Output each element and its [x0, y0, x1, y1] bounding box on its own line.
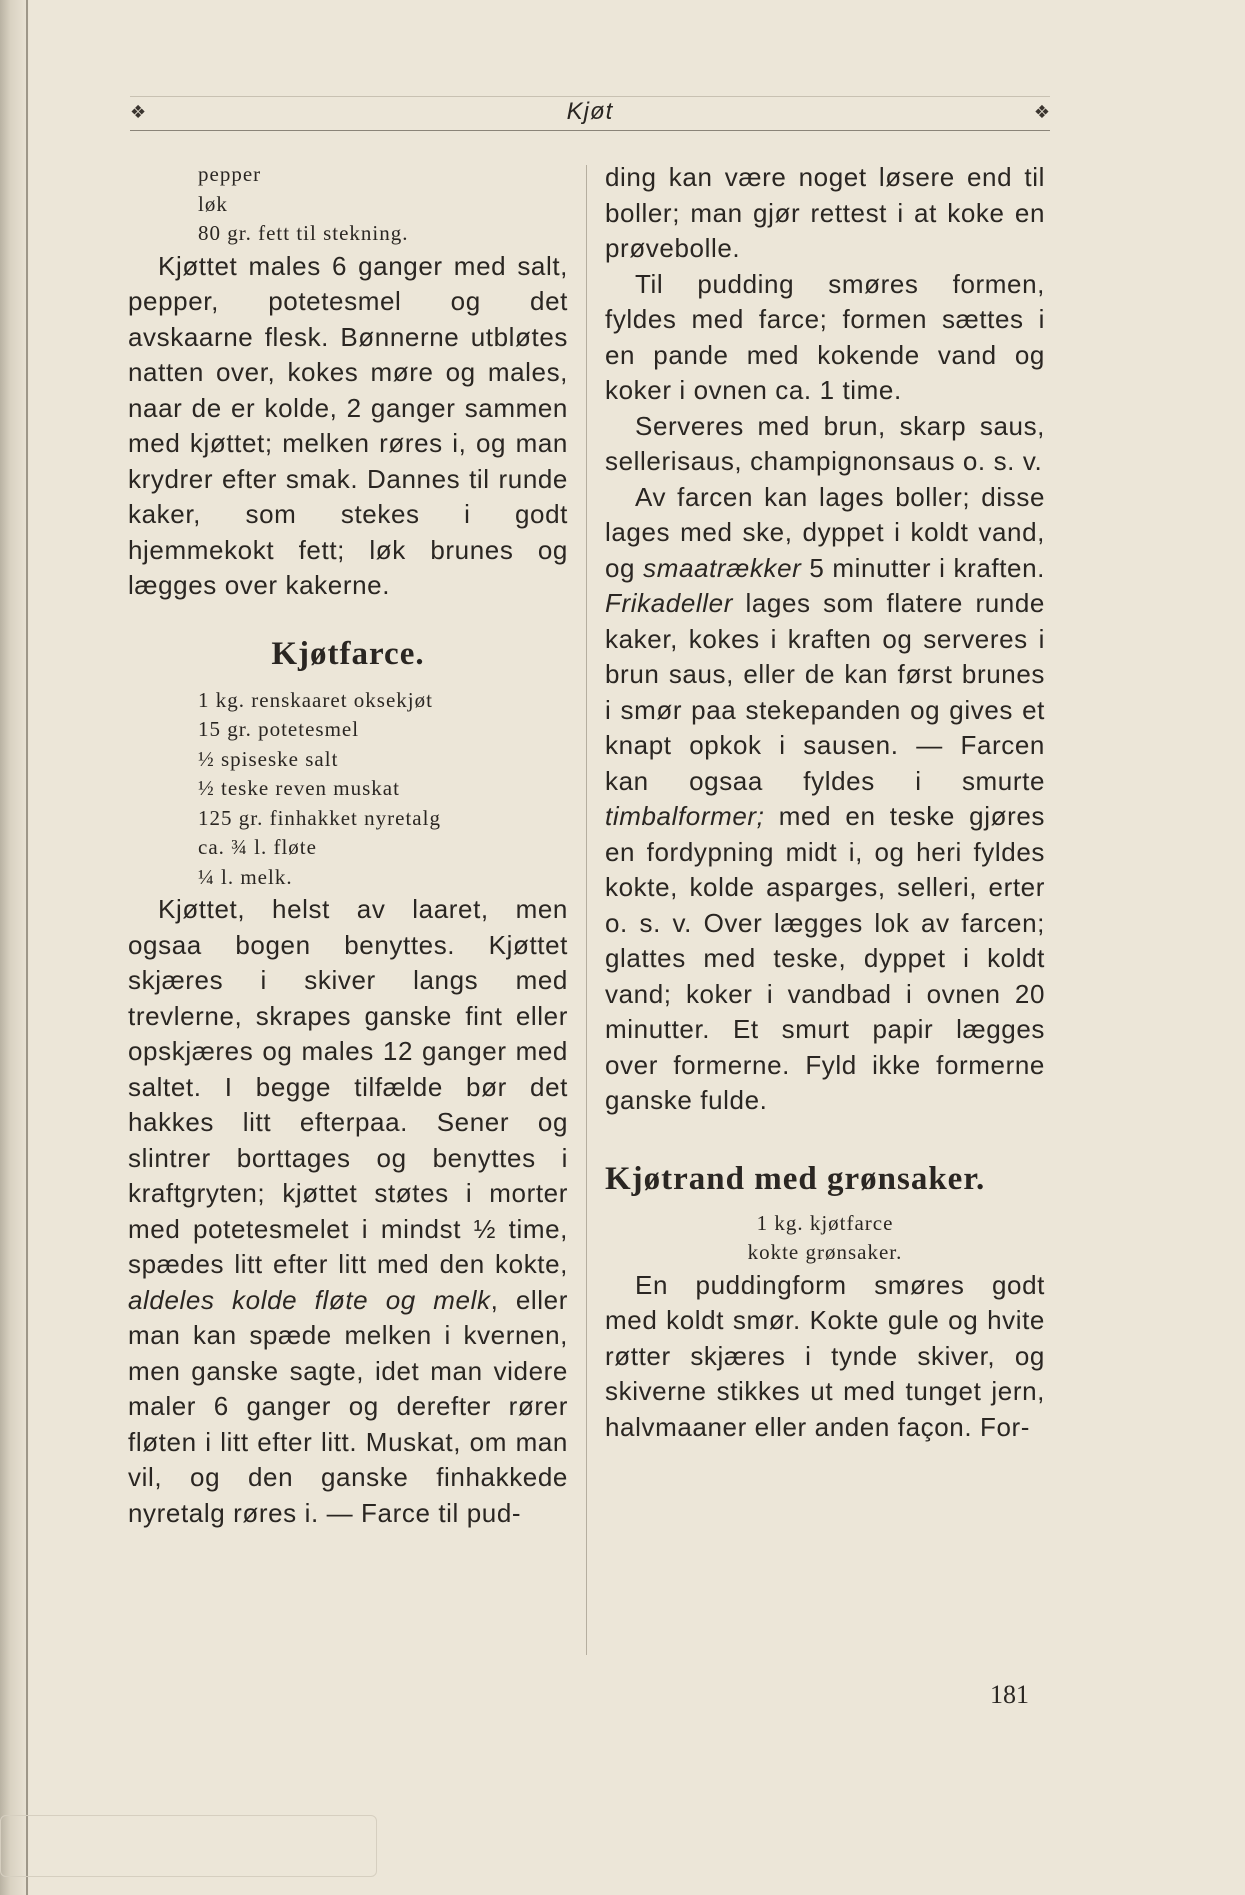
right-column — [605, 160, 1045, 1445]
ornament-left-icon: ❖ — [130, 102, 147, 123]
page-number: 181 — [990, 1680, 1029, 1709]
ingredient-line: kokte grønsaker. — [747, 1240, 903, 1264]
text-run: Kjøttet, helst av laaret, men ogsaa bogen benyttes. Kjøttet skjæres i skiver langs med trevlerne, skrapes ganske fint eller opskjæres og males 12 ganger med saltet. I begge tilfælde bør det hakkes litt efterpaa. Sener og slintrer borttages og benyttes i kraftgryten; kjøttet støtes i morter med potetesmelet i mindst ½ time, spædes litt efter litt med den kokte, — [128, 894, 568, 1279]
text-run: Av farcen kan lages boller; disse lages med ske, dyppet i koldt vand, og — [605, 481, 1045, 583]
page-edge-tab — [0, 1815, 377, 1877]
ingredient-line: 80 gr. fett til stekning. — [198, 221, 409, 245]
heading-kjotfarce: Kjøtfarce. — [271, 635, 425, 672]
emphasis-text: Frikadeller — [605, 588, 733, 618]
ingredient-line: ½ teske reven muskat — [198, 776, 400, 800]
header-title: Kjøt — [566, 98, 614, 125]
emphasis-text: aldeles kolde fløte og melk — [128, 1284, 491, 1315]
running-header — [130, 96, 1050, 131]
paragraph-boller — [605, 480, 1045, 1119]
paragraph-kjotfarce — [128, 892, 568, 1531]
text-run: med en teske gjøres en fordypning midt i, og heri fyldes kokte, kolde asparges, selleri, erter o. s. v. Over lægges lok av farcen; glattes med teske, dyppet i koldt vand; koker i vandbad i ovnen 20 minutter. Et smurt papir lægges over formerne. Fyld ikke formerne ganske fulde. — [605, 801, 1045, 1115]
book-spine — [26, 0, 28, 1895]
text-run: , eller man kan spæde melken i kvernen, men ganske sagte, idet man videre maler 6 ganger og derefter rører fløten i litt efter litt. Muskat, om man vil, og den ganske finhakkede nyretalg røres i. — Farce til pud- — [128, 1284, 568, 1528]
ornament-right-icon: ❖ — [1033, 102, 1050, 123]
ingredient-line: 1 kg. kjøtfarce — [756, 1210, 894, 1235]
column-divider — [586, 165, 587, 1655]
text-run: 5 minutter i kraften. — [801, 552, 1045, 583]
kjotrand-ingredient-list — [605, 1209, 1045, 1268]
kjotfarce-ingredient-list — [128, 686, 568, 893]
ingredient-line: 15 gr. potetesmel — [198, 717, 360, 741]
ingredient-line: 125 gr. finhakket nyretalg — [198, 805, 441, 830]
ingredient-line: ca. ¾ l. fløte — [198, 835, 317, 859]
emphasis-text: timbalformer; — [605, 801, 765, 831]
ingredient-line: ¼ l. melk. — [198, 864, 293, 889]
ingredient-line: ½ spiseske salt — [198, 746, 339, 771]
top-ingredient-list — [128, 160, 568, 249]
heading-kjotrand: Kjøtrand med grønsaker. — [605, 1160, 986, 1197]
paragraph-kjottkaker: Kjøttet males 6 ganger med salt, pepper, potetesmel og det avskaarne flesk. Bønnerne utbløtes natten over, kokes møre og males, naar de er kolde, 2 ganger sammen med kjøttet; melken røres i, og man krydrer efter smak. Dannes til runde kaker, som stekes i godt hjemmekokt fett; løk brunes og lægges over kakerne. — [128, 250, 568, 600]
ingredient-line: 1 kg. renskaaret oksekjøt — [198, 687, 433, 712]
emphasis-text: smaatrækker — [643, 552, 802, 583]
text-run: lages som flatere runde kaker, kokes i kraften og serveres i brun saus, eller de kan først brunes i smør paa stekepanden og gives et knapt opkok i sausen. — Farcen kan ogsaa fyldes i smurte — [605, 588, 1045, 796]
paragraph-continuation: ding kan være noget løsere end til boller; man gjør rettest i at koke en prøvebolle. — [605, 162, 1045, 263]
paragraph-serveres: Serveres med brun, skarp saus, sellerisaus, champignonsaus o. s. v. — [605, 410, 1045, 476]
ingredient-line: løk — [198, 191, 228, 216]
left-column — [128, 160, 568, 1531]
ingredient-line: pepper — [198, 162, 262, 186]
paragraph-pudding: Til pudding smøres formen, fyldes med farce; formen sættes i en pande med kokende vand og koker i ovnen ca. 1 time. — [605, 268, 1045, 405]
header-top-rule — [130, 96, 1050, 97]
paragraph-puddingform: En puddingform smøres godt med koldt smør. Kokte gule og hvite røtter skjæres i tynde skiver, og skiverne stikkes ut med tunget jern, halvmaaner eller anden façon. For- — [605, 1269, 1045, 1442]
